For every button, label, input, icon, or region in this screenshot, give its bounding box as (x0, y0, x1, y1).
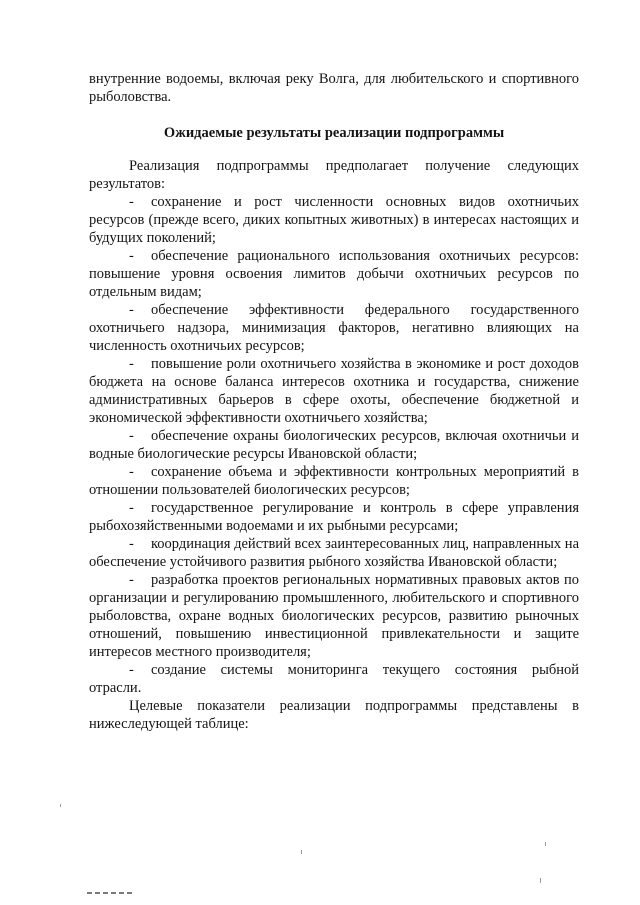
dash-marker: - (129, 464, 134, 480)
list-item-text: сохранение объема и эффективности контрольных мероприятий в отношении пользователей биологических ресурсов; (89, 464, 579, 498)
list-item-text: разработка проектов региональных нормативных правовых актов по организации и регулированию промышленного, любительского и спортивного рыболовства, охране водных биологических ресурсов, развитию рыночных отношений, повышению инвестиционной привлекательности и защите интересов местного производителя; (89, 572, 579, 660)
list-item (89, 571, 579, 661)
dash-marker: - (129, 194, 134, 210)
results-list (89, 193, 579, 697)
dash-marker: - (129, 500, 134, 516)
dash-marker: - (129, 536, 134, 552)
dash-marker: - (129, 428, 134, 444)
closing-paragraph: Целевые показатели реализации подпрограммы представлены в нижеследующей таблице: (89, 698, 579, 732)
scan-speck (301, 850, 302, 854)
list-item-text: создание системы мониторинга текущего состояния рыбной отрасли. (89, 662, 579, 696)
list-item-text: обеспечение эффективности федерального государственного охотничьего надзора, минимизация факторов, негативно влияющих на численность охотничьих ресурсов; (89, 302, 579, 354)
document-body (89, 70, 579, 733)
section-heading: Ожидаемые результаты реализации подпрограммы (163, 125, 505, 141)
lead-paragraph: Реализация подпрограммы предполагает получение следующих результатов: (89, 158, 579, 192)
list-item (89, 499, 579, 535)
list-item-text: повышение роли охотничьего хозяйства в экономике и рост доходов бюджета на основе баланса интересов охотника и государства, снижение административных барьеров в сфере охоты, обеспечение бюджетной и экономической эффективности охотничьего хозяйства; (89, 356, 579, 426)
list-item (89, 247, 579, 301)
list-item-text: обеспечение охраны биологических ресурсов, включая охотничьи и водные биологические ресурсы Ивановской области; (89, 428, 579, 462)
list-item (89, 301, 579, 355)
list-item (89, 355, 579, 427)
list-item-text: государственное регулирование и контроль в сфере управления рыбохозяйственными водоемами и их рыбными ресурсами; (89, 500, 579, 534)
list-item (89, 661, 579, 697)
dash-marker: - (129, 356, 134, 372)
dash-marker: - (129, 572, 134, 588)
list-item-text: обеспечение рационального использования охотничьих ресурсов: повышение уровня освоения лимитов добычи охотничьих ресурсов по отдельным видам; (89, 248, 579, 300)
dash-marker: - (129, 248, 134, 264)
dash-marker: - (129, 662, 134, 678)
list-item (89, 463, 579, 499)
scan-speck (545, 842, 546, 846)
footer-scan-mark (87, 892, 135, 894)
list-item-text: сохранение и рост численности основных видов охотничьих ресурсов (прежде всего, диких копытных животных) в интересах настоящих и будущих поколений; (89, 194, 579, 246)
dash-marker: - (129, 302, 134, 318)
scan-speck (60, 804, 61, 807)
list-item (89, 535, 579, 571)
list-item-text: координация действий всех заинтересованных лиц, направленных на обеспечение устойчивого развития рыбного хозяйства Ивановской области; (89, 536, 579, 570)
list-item (89, 427, 579, 463)
list-item (89, 193, 579, 247)
intro-continuation: внутренние водоемы, включая реку Волга, для любительского и спортивного рыболовства. (89, 71, 579, 105)
scan-speck (540, 878, 541, 883)
